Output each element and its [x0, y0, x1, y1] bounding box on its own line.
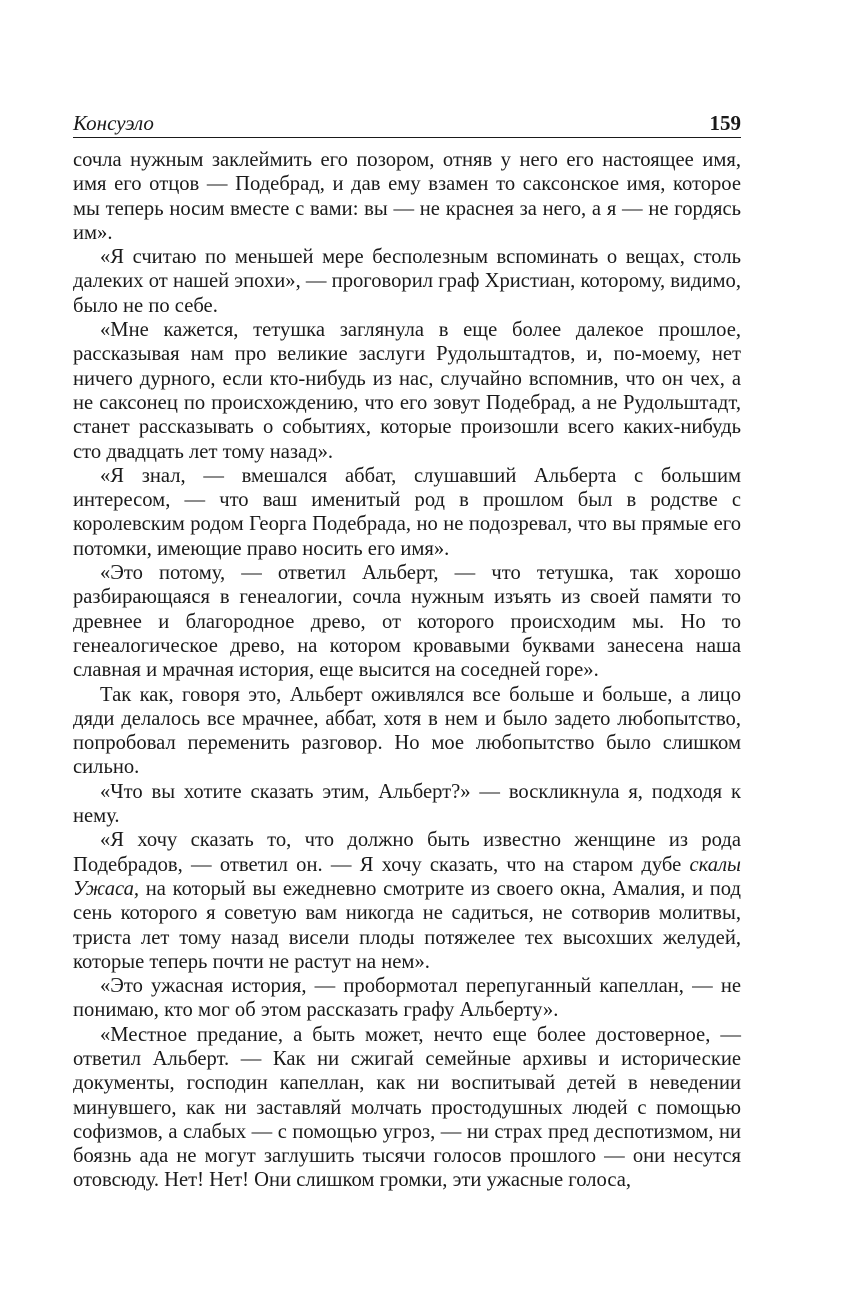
- body-text: [73, 148, 741, 1193]
- running-head: [73, 110, 741, 140]
- paragraph: «Я считаю по меньшей мере бесполезным вспоминать о вещах, столь далеких от нашей эпохи», — проговорил граф Христиан, которому, видимо, было не по себе.: [73, 246, 741, 317]
- paragraph: «Местное предание, а быть может, нечто еще более достоверное, — ответил Альберт. — Как ни сжигай семейные архивы и исторические документы, господин капеллан, как ни воспитывай детей в неведении минувшего, как ни заставляй молчать простодушных людей с помощью софизмов, а слабых — с помощью угроз, — ни страх пред деспотизмом, ни боязнь ада не могут заглушить тысячи голосов прошлого — они несутся отовсюду. Нет! Нет! Они слишком громки, эти ужасные голоса,: [73, 1023, 741, 1192]
- paragraph: [73, 828, 741, 974]
- paragraph: Так как, говоря это, Альберт оживлялся все больше и больше, а лицо дяди делалось все мрачнее, аббат, хотя в нем и было задето любопытство, попробовал переменить разговор. Но мое любопытство было слишком сильно.: [73, 683, 741, 779]
- italic-place-name: скалы Ужаса,: [73, 853, 741, 900]
- paragraph: «Это потому, — ответил Альберт, — что тетушка, так хорошо разбирающаяся в генеалогии, сочла нужным изъять из своей памяти то древнее и благородное древо, от которого происходим мы. Но то генеалогическое древо, на котором кровавыми буквами занесена наша славная и мрачная история, еще высится на соседней горе».: [73, 562, 741, 682]
- running-head-title: Консуэло: [73, 111, 154, 135]
- paragraph-continued: сочла нужным заклеймить его позором, отняв у него его настоящее имя, имя его отцов — Подебрад, и дав ему взамен то саксонское имя, которое мы теперь носим вместе с вами: вы — не краснея за него, а я — не гордясь им».: [73, 149, 741, 244]
- paragraph-text: на который вы ежедневно смотрите из своего окна, Амалия, и под сень которого я советую вам никогда не садиться, не сотворив молитвы, триста лет тому назад висели плоды потяжелее тех высохших желудей, которые теперь почти не растут на нем».: [73, 877, 741, 973]
- paragraph-text: «Я хочу сказать то, что должно быть известно женщине из рода Подебрадов, — ответил он. — Я хочу сказать, что на старом дубе: [73, 829, 741, 876]
- page-number: 159: [709, 111, 741, 135]
- paragraph: «Это ужасная история, — пробормотал перепуганный капеллан, — не понимаю, кто мог об этом рассказать графу Альберту».: [73, 975, 741, 1022]
- paragraph: «Я знал, — вмешался аббат, слушавший Альберта с большим интересом, — что ваш именитый род в прошлом был в родстве с королевским родом Георга Подебрада, но не подозревал, что вы прямые его потомки, имеющие право носить его имя».: [73, 464, 741, 560]
- paragraph: «Что вы хотите сказать этим, Альберт?» — воскликнула я, подходя к нему.: [73, 780, 741, 828]
- header-rule: [73, 137, 741, 138]
- paragraph: «Мне кажется, тетушка заглянула в еще более далекое прошлое, рассказывая нам про великие заслуги Рудольштадтов, и, по-моему, нет ничего дурного, если кто-нибудь из нас, случайно вспомнив, что он чех, а не саксонец по происхождению, что его зовут Подебрад, а не Рудольштадт, станет рассказывать о событиях, которые произошли всего каких-нибудь сто двадцать лет тому назад».: [73, 319, 741, 463]
